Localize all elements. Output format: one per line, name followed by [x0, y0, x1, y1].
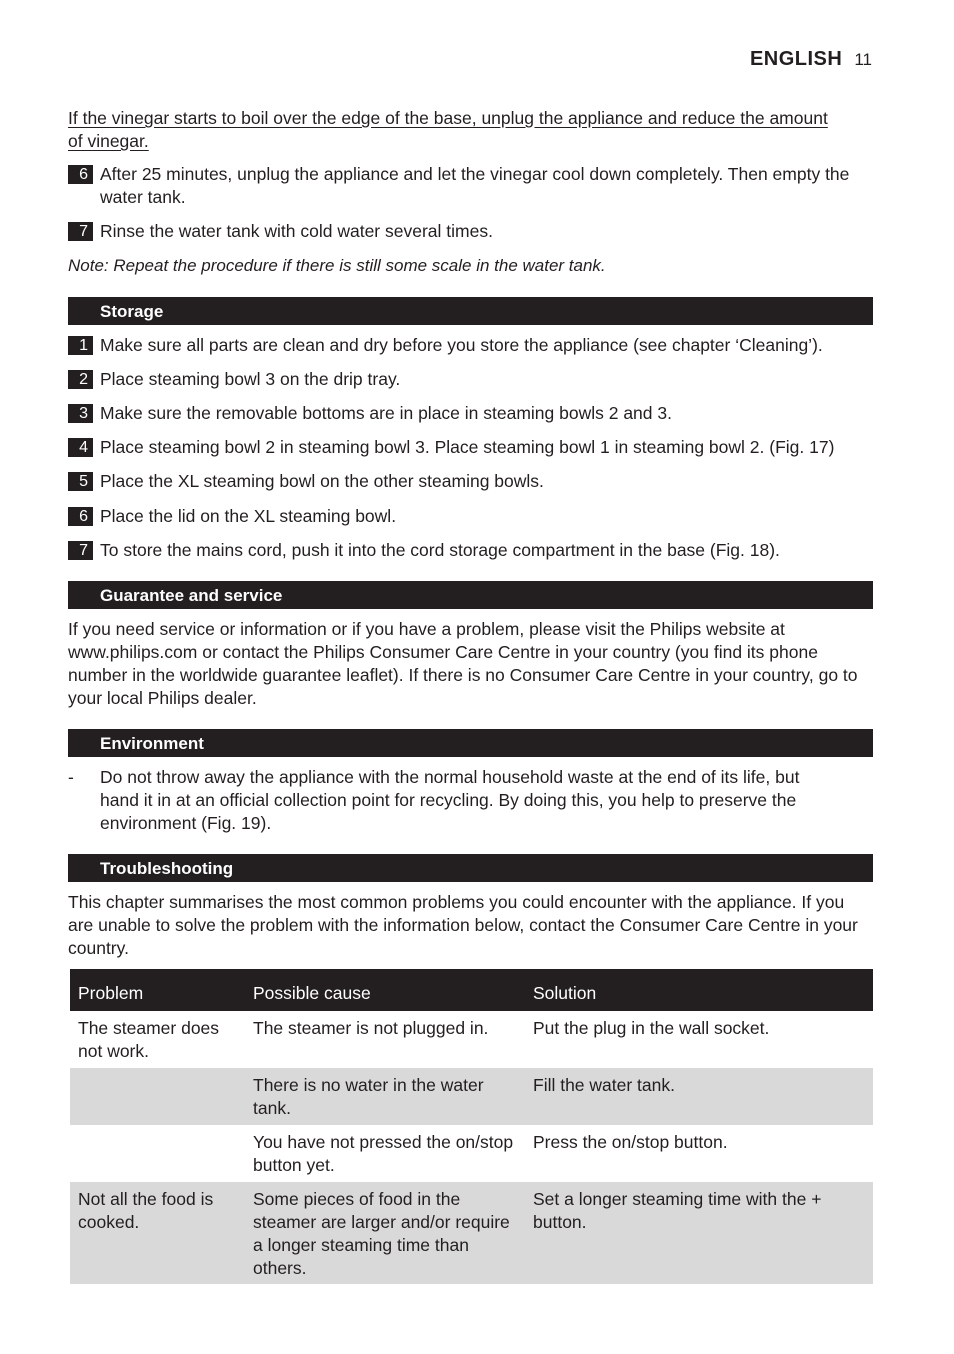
vinegar-warning: If the vinegar starts to boil over the edge of the base, unplug the appliance and reduce the amount of vinegar.: [68, 108, 828, 151]
step-number: 7: [68, 222, 93, 241]
table-row: [70, 1068, 873, 1125]
step-text: To store the mains cord, push it into the cord storage compartment in the base (Fig. 18).: [100, 540, 780, 560]
guarantee-heading: Guarantee and service: [68, 581, 873, 609]
step-number: 2: [68, 370, 93, 389]
step-text: Place the XL steaming bowl on the other steaming bowls.: [100, 471, 544, 491]
cause-cell: Some pieces of food in the steamer are larger and/or require a longer steaming time than others.: [245, 1182, 525, 1284]
storage-step-7: [68, 539, 873, 562]
step-number: 6: [68, 165, 93, 184]
step-6-descaling: [68, 163, 873, 209]
column-header-solution: Solution: [525, 969, 873, 1011]
troubleshooting-table: [70, 969, 873, 1284]
step-text: Place steaming bowl 3 on the drip tray.: [100, 369, 401, 389]
storage-step-5: [68, 470, 873, 493]
page-header: [750, 48, 872, 71]
storage-step-1: [68, 334, 873, 357]
storage-step-3: [68, 402, 873, 425]
bullet-dash: -: [68, 767, 74, 787]
environment-text: Do not throw away the appliance with the normal household waste at the end of its life, but hand it in at an official collection point for recycling. By doing this, you help to preserve the environment (Fig. 19).: [100, 767, 800, 833]
step-text: Make sure all parts are clean and dry before you store the appliance (see chapter ‘Cleaning’).: [100, 335, 823, 355]
problem-cell: Not all the food is cooked.: [70, 1182, 245, 1284]
storage-step-4: [68, 436, 873, 459]
table-row: [70, 1011, 873, 1068]
solution-cell: Set a longer steaming time with the + button.: [525, 1182, 873, 1284]
cause-cell: There is no water in the water tank.: [245, 1068, 525, 1125]
troubleshooting-intro: This chapter summarises the most common problems you could encounter with the appliance. If you are unable to solve the problem with the information below, contact the Consumer Care Centre in your country.: [68, 892, 858, 958]
step-number: 3: [68, 404, 93, 423]
storage-heading: Storage: [68, 297, 873, 325]
step-number: 7: [68, 541, 93, 560]
step-text: Rinse the water tank with cold water several times.: [100, 221, 493, 241]
storage-step-6: [68, 505, 873, 528]
table-row: [70, 1125, 873, 1182]
problem-cell: [70, 1125, 245, 1182]
solution-cell: Fill the water tank.: [525, 1068, 873, 1125]
environment-bullet: [68, 766, 873, 835]
table-row: [70, 1182, 873, 1284]
page-number: 11: [854, 50, 872, 69]
table-header-row: [70, 969, 873, 1011]
step-text: After 25 minutes, unplug the appliance and let the vinegar cool down completely. Then empty the water tank.: [100, 164, 850, 207]
scale-note: Note: Repeat the procedure if there is still some scale in the water tank.: [68, 256, 606, 275]
column-header-cause: Possible cause: [245, 969, 525, 1011]
step-number: 6: [68, 507, 93, 526]
storage-step-2: [68, 368, 873, 391]
environment-heading: Environment: [68, 729, 873, 757]
column-header-problem: Problem: [70, 969, 245, 1011]
guarantee-paragraph: [68, 618, 873, 710]
solution-cell: Press the on/stop button.: [533, 1132, 728, 1152]
guarantee-text-after: or contact the Philips Consumer Care Centre in your country (you find its phone number in the worldwide guarantee leaflet). If there is no Consumer Care Centre in your country, go to your local Philips dealer.: [68, 642, 858, 708]
step-text: Make sure the removable bottoms are in place in steaming bowls 2 and 3.: [100, 403, 672, 423]
step-number: 4: [68, 438, 93, 457]
cause-cell: The steamer is not plugged in.: [253, 1018, 489, 1038]
step-7-descaling: [68, 220, 873, 243]
step-text: Place the lid on the XL steaming bowl.: [100, 506, 397, 526]
language-label: ENGLISH: [749, 48, 843, 70]
troubleshooting-heading: Troubleshooting: [68, 854, 873, 882]
problem-cell: The steamer does not work.: [78, 1018, 220, 1061]
philips-website-link[interactable]: www.philips.com: [68, 642, 198, 662]
cause-cell: You have not pressed the on/stop button yet.: [253, 1132, 514, 1175]
guarantee-text-before: If you need service or information or if you have a problem, please visit the Philips website at: [68, 619, 785, 639]
problem-cell: [70, 1068, 245, 1125]
step-text: Place steaming bowl 2 in steaming bowl 3. Place steaming bowl 1 in steaming bowl 2. (Fig. 17): [100, 437, 835, 457]
solution-cell: Put the plug in the wall socket.: [533, 1018, 770, 1038]
step-number: 5: [68, 472, 93, 491]
step-number: 1: [68, 336, 93, 355]
